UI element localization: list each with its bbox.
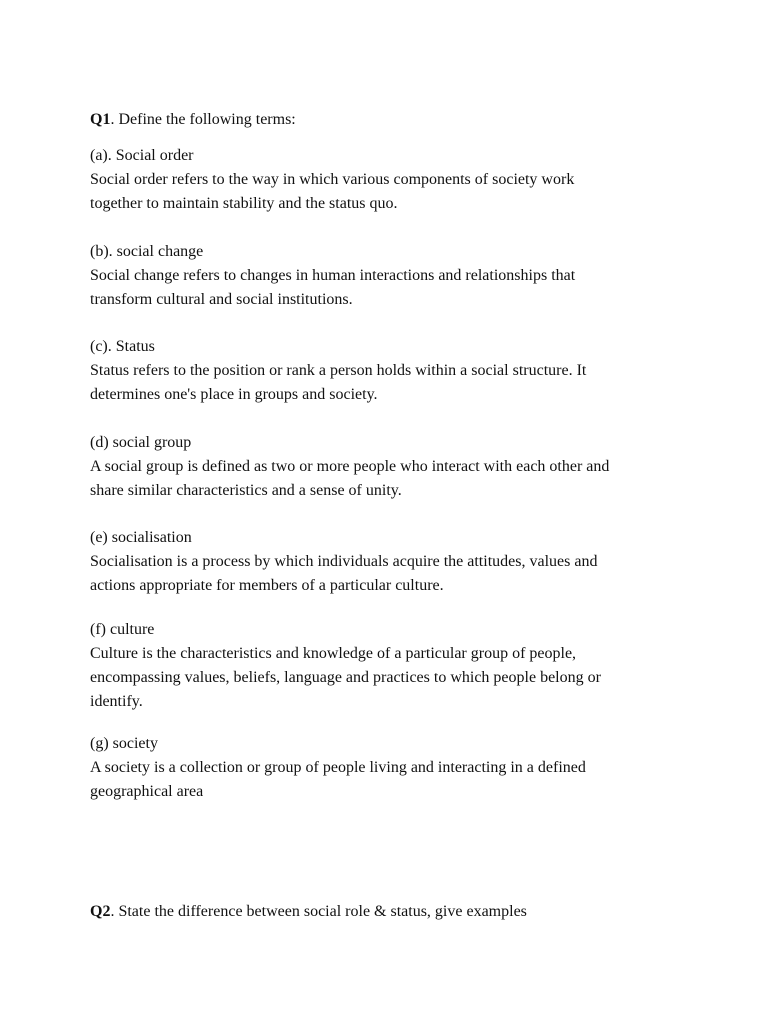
definition-line: geographical area <box>90 783 204 800</box>
definition-social-group <box>90 431 730 503</box>
definition-line: encompassing values, beliefs, language and practices to which people belong or <box>90 669 601 686</box>
definition-culture <box>90 618 730 714</box>
definition-social-order <box>90 144 730 216</box>
definition-line: share similar characteristics and a sense of unity. <box>90 482 402 499</box>
question-2-label: Q2 <box>90 903 111 920</box>
definition-line: Socialisation is a process by which individuals acquire the attitudes, values and <box>90 553 598 570</box>
question-2-heading <box>90 900 527 924</box>
document-page <box>90 0 730 1024</box>
definition-line: actions appropriate for members of a particular culture. <box>90 577 444 594</box>
definition-line: Social order refers to the way in which various components of society work <box>90 171 575 188</box>
definition-term: (d) social group <box>90 434 192 451</box>
definition-social-change <box>90 240 730 312</box>
definition-line: A society is a collection or group of people living and interacting in a defined <box>90 759 586 776</box>
definition-socialisation <box>90 526 730 598</box>
definition-term: (f) culture <box>90 621 155 638</box>
definition-term: (g) society <box>90 735 158 752</box>
definition-term: (a). Social order <box>90 147 194 164</box>
definition-line: transform cultural and social institutions. <box>90 291 353 308</box>
question-2-text: . State the difference between social role & status, give examples <box>110 903 527 920</box>
question-1-heading <box>90 108 296 132</box>
definition-line: Status refers to the position or rank a person holds within a social structure. It <box>90 362 587 379</box>
definition-line: identify. <box>90 693 143 710</box>
definition-line: A social group is defined as two or more people who interact with each other and <box>90 458 610 475</box>
definition-line: Social change refers to changes in human interactions and relationships that <box>90 267 576 284</box>
definition-line: determines one's place in groups and society. <box>90 386 378 403</box>
definition-status <box>90 335 730 407</box>
definition-society <box>90 732 730 804</box>
definition-term: (c). Status <box>90 338 155 355</box>
definition-line: together to maintain stability and the status quo. <box>90 195 398 212</box>
definition-term: (e) socialisation <box>90 529 192 546</box>
definition-line: Culture is the characteristics and knowledge of a particular group of people, <box>90 645 577 662</box>
question-1-label: Q1 <box>90 111 111 128</box>
definition-term: (b). social change <box>90 243 204 260</box>
question-1-text: . Define the following terms: <box>110 111 296 128</box>
